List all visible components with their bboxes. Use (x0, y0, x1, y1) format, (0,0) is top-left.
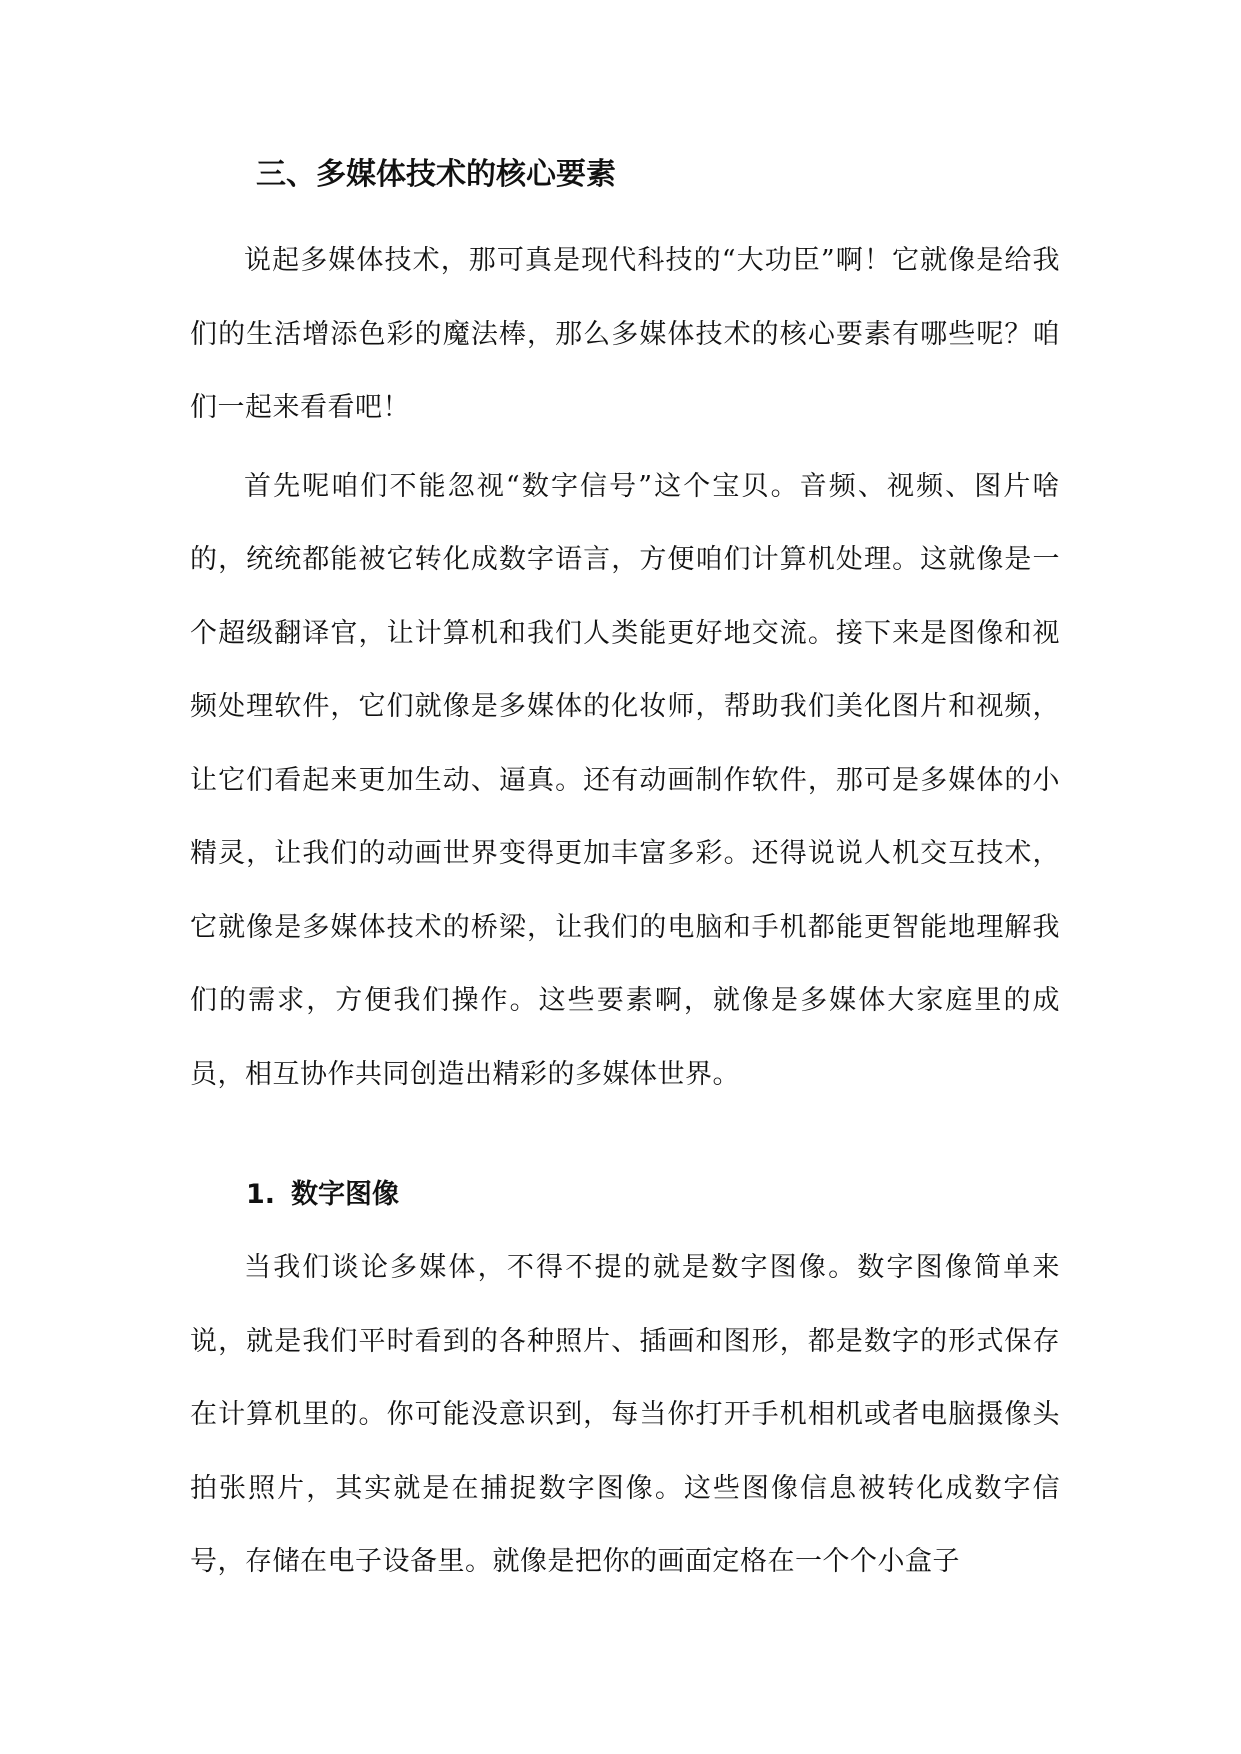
subsection-title: 数字图像 (291, 1179, 400, 1210)
section-heading: 三、多媒体技术的核心要素 (256, 157, 616, 192)
page-content (190, 140, 1060, 1599)
core-elements-paragraph: 首先呢咱们不能忽视“数字信号”这个宝贝。音频、视频、图片啥的，统统都能被它转化成数字语言，方便咱们计算机处理。这就像是一个超级翻译官，让计算机和我们人类能更好地交流。接下来是图像和视频处理软件，它们就像是多媒体的化妆师，帮助我们美化图片和视频，让它们看起来更加生动、逼真。还有动画制作软件，那可是多媒体的小精灵，让我们的动画世界变得更加丰富多彩。还得说说人机交互技术，它就像是多媒体技术的桥梁，让我们的电脑和手机都能更智能地理解我们的需求，方便我们操作。这些要素啊，就像是多媒体大家庭里的成员，相互协作共同创造出精彩的多媒体世界。 (190, 470, 1060, 1090)
intro-paragraph: 说起多媒体技术，那可真是现代科技的“大功臣”啊！它就像是给我们的生活增添色彩的魔法棒，那么多媒体技术的核心要素有哪些呢？咱们一起来看看吧！ (190, 245, 1060, 423)
digital-image-paragraph: 当我们谈论多媒体，不得不提的就是数字图像。数字图像简单来说，就是我们平时看到的各种照片、插画和图形，都是数字的形式保存在计算机里的。你可能没意识到，每当你打开手机相机或者电脑摄像头拍张照片，其实就是在捕捉数字图像。这些图像信息被转化成数字信号，存储在电子设备里。就像是把你的画面定格在一个个小盒子 (190, 1252, 1060, 1577)
subsection-number: 1. (246, 1179, 276, 1210)
subsection-heading (246, 1158, 1060, 1231)
